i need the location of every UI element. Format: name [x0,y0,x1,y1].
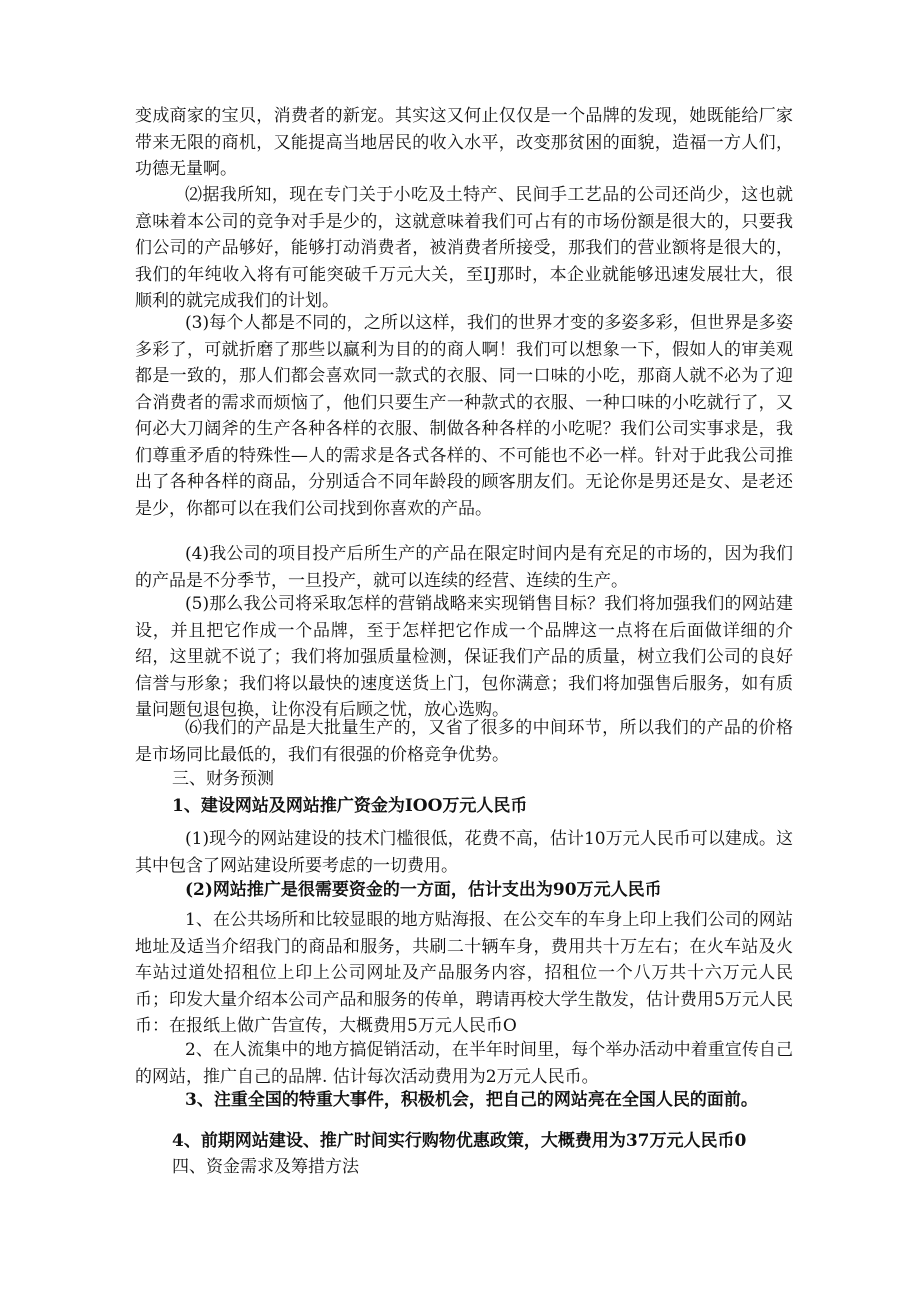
paragraph-website-build-cost: (1)现今的网站建设的技术门槛很低，花费不高，估计10万元人民币可以建成。这其中包含了网站建设所要考虑的一切费用。 [135,829,793,876]
paragraph-continuation: 变成商家的宝贝，消费者的新宠。其实这又何止仅仅是一个品牌的发现，她既能给厂家带来无限的商机，又能提高当地居民的收入水平，改变那贫困的面貌，造福一方人们，功德无量啊。 [135,106,793,179]
paragraph-promotion-item-4: 4、前期网站建设、推广时间实行购物优惠政策，大概费用为37万元人民币0 [172,1131,747,1151]
paragraph-item-3: (3)每个人都是不同的，之所以这样，我们的世界才变的多姿多彩，但世界是多姿多彩了，可就折磨了那些以赢利为目的的商人啊！我们可以想象一下，假如人的审美观都是一致的，那人们都会喜欢同一款式的衣服、同一口味的小吃，那商人就不必为了迎合消费者的需求而烦恼了，他们只要生产一种款式的衣服、一种口味的小吃就行了，又何必大刀阔斧的生产各种各样的衣服、制做各种各样的小吃呢？我们公司实事求是，我们尊重矛盾的特殊性—人的需求是各式各样的、不可能也不必一样。针对于此我公司推出了各种各样的商品，分别适合不同年龄段的顾客朋友们。无论你是男还是女、是老还是少，你都可以在我们公司找到你喜欢的产品。 [135,313,793,519]
section-heading-finance: 三、财务预测 [172,769,274,789]
paragraph-promotion-item-1: 1、在公共场所和比较显眼的地方贴海报、在公交车的车身上印上我们公司的网站地址及适当介绍我门的商品和服务，共刷二十辆车身，费用共十万左右；在火车站及火车站过道处招租位上印上公司网址及产品服务内容，招租位一个八万共十六万元人民币；印发大量介绍本公司产品和服务的传单，聘请再校大学生散发，估计费用5万元人民币：在报纸上做广告宣传，大概费用5万元人民币O [135,910,793,1036]
subsection-heading-website-fund: 1、建设网站及网站推广资金为IOO万元人民币 [172,796,528,816]
paragraph-item-4: (4)我公司的项目投产后所生产的产品在限定时间内是有充足的市场的，因为我们的产品是不分季节，一旦投产，就可以连续的经营、连续的生产。 [135,544,793,591]
paragraph-promotion-item-3: 3、注重全国的特重大事件，积极机会，把自己的网站亮在全国人民的面前。 [185,1090,758,1110]
paragraph-item-6: ⑹我们的产品是大批量生产的，又省了很多的中间环节，所以我们的产品的价格是市场同比最低的，我们有很强的价格竞争优势。 [135,718,793,765]
paragraph-promotion-budget: (2)网站推广是很需要资金的一方面，估计支出为90万元人民币 [185,880,662,900]
section-heading-funding: 四、资金需求及筹措方法 [172,1157,359,1177]
paragraph-item-2: ⑵据我所知，现在专门关于小吃及土特产、民间手工艺品的公司还尚少，这也就意味着本公司的竞争对手是少的，这就意味着我们可占有的市场份额是很大的，只要我们公司的产品够好，能够打动消费者，被消费者所接受，那我们的营业额将是很大的，我们的年纯收入将有可能突破千万元大关，至IJ那时，本企业就能够迅速发展壮大，很顺利的就完成我们的计划。 [135,185,793,311]
paragraph-promotion-item-2: 2、在人流集中的地方搞促销活动，在半年时间里，每个举办活动中着重宣传自己的网站，推广自己的品牌. 估计每次活动费用为2万元人民币。 [135,1040,793,1087]
paragraph-item-5: (5)那么我公司将采取怎样的营销战略来实现销售目标？我们将加强我们的网站建设，并且把它作成一个品牌，至于怎样把它作成一个品牌这一点将在后面做详细的介绍，这里就不说了；我们将加强质量检测，保证我们产品的质量，树立我们公司的良好信誉与形象；我们将以最快的速度送货上门，包你满意；我们将加强售后服务，如有质量问题包退包换，让你没有后顾之忧，放心选购。 [135,594,793,720]
